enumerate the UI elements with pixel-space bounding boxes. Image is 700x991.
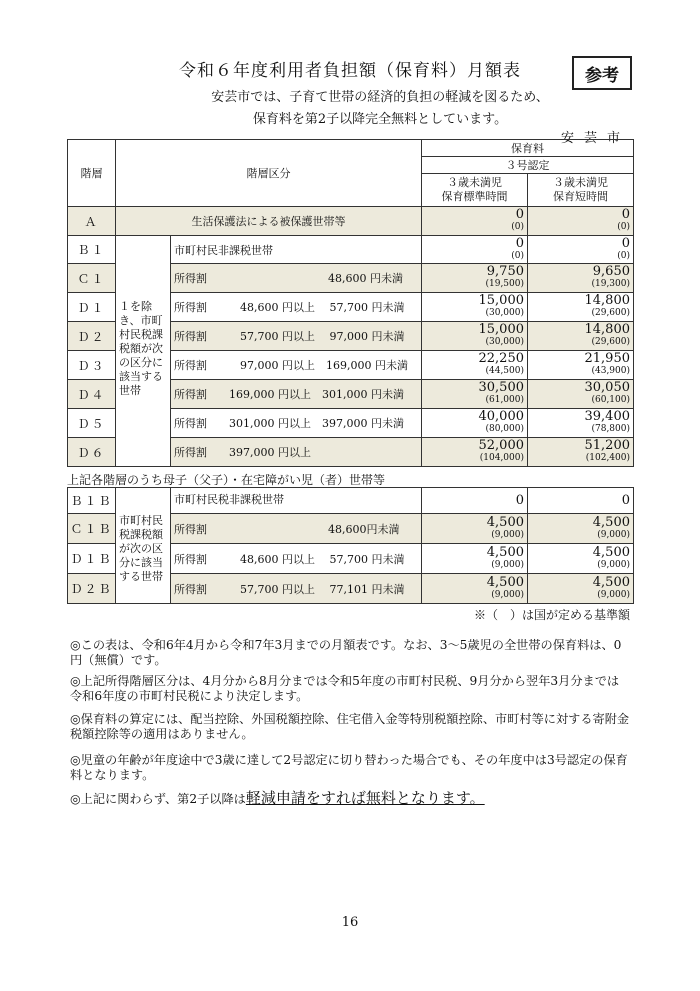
tier-description: 所得割 48,600 円以上 57,700 円未満 (171, 544, 422, 574)
header-cert: ３号認定 (422, 157, 634, 174)
note-3: ◎保育料の算定には、配当控除、外国税額控除、住宅借入金等特別税額控除、市町村等に対する寄附金税額控除等の適用はありません。 (70, 712, 630, 741)
fee-short-base: (9,000) (597, 529, 630, 540)
fee-short (528, 438, 634, 467)
fee-standard (422, 293, 528, 322)
fee-standard-amount: 4,500 (486, 544, 524, 560)
fee-short-amount: 30,050 (584, 380, 630, 395)
fee-short-base: (0) (617, 222, 630, 232)
fee-standard-amount: 22,250 (478, 351, 524, 366)
tier-description: 所得割 48,600 円未満 (171, 264, 422, 293)
fee-standard-amount: 4,500 (486, 574, 524, 590)
note-1: ◎この表は、令和6年4月から令和7年3月までの月額表です。なお、3～5歳児の全世帯の保育料は、0円（無償）です。 (70, 638, 622, 667)
header-fee: 保育料 (422, 140, 634, 157)
fee-short-base: (9,000) (597, 589, 630, 600)
note-2: ◎上記所得階層区分は、4月分から8月分までは令和5年度の市町村民税、9月分から翌年3月分までは令和6年度の市町村民税により決定します。 (70, 674, 620, 703)
fee-standard-amount: 52,000 (478, 438, 524, 453)
fee-short-amount: 0 (621, 207, 630, 222)
tier-description: 所得割 97,000 円以上 169,000 円未満 (171, 351, 422, 380)
fee-standard (422, 322, 528, 351)
tier-description: 生活保護法による被保護世帯等 (116, 207, 422, 236)
tier-description: 所得割 169,000 円以上 301,000 円未満 (171, 380, 422, 409)
fee-short-amount: 51,200 (584, 438, 630, 453)
fee-short-amount: 9,650 (592, 264, 630, 279)
fee-short-base: (43,900) (591, 366, 630, 376)
city-name: 安芸市 (560, 131, 630, 146)
fee-short-amount: 14,800 (584, 322, 630, 337)
fee-standard-base: (0) (511, 250, 524, 261)
note-5 (70, 791, 630, 807)
tier-label: Ｂ１ (68, 236, 116, 264)
fee-standard-amount: 0 (515, 492, 524, 508)
fee-short-amount: 14,800 (584, 293, 630, 308)
fee-standard-amount: 4,500 (486, 514, 524, 530)
fee-standard (422, 514, 528, 544)
tier-label: Ｄ２ (68, 322, 116, 351)
fee-standard-base: (9,000) (491, 589, 524, 600)
fee-standard-base: (9,000) (491, 529, 524, 540)
fee-standard (422, 488, 528, 514)
fee-standard-base: (104,000) (479, 453, 524, 463)
tier-label: Ｄ６ (68, 438, 116, 467)
fee-standard-base: (19,500) (485, 279, 524, 289)
subtitle-line-2: 保育料を第2子以降完全無料としています。 (252, 112, 508, 127)
tier-description: 所得割 397,000 円以上 (171, 438, 422, 467)
note-5-emphasis: 軽減申請をすれば無料となります。 (245, 789, 485, 807)
tier-label: Ａ (68, 207, 116, 236)
tier-description: 所得割 301,000 円以上 397,000 円未満 (171, 409, 422, 438)
tier-label: Ｄ３ (68, 351, 116, 380)
fee-standard (422, 438, 528, 467)
fee-short (528, 264, 634, 293)
fee-short-base: (29,600) (591, 308, 630, 318)
fee-short (528, 207, 634, 236)
tier-label: Ｄ１ (68, 293, 116, 322)
group-label-2: 市町村民税課税額が次の区分に該当する世帯 (119, 514, 163, 583)
header-short-line2: 保育短時間 (553, 190, 608, 203)
fee-short (528, 380, 634, 409)
fee-short (528, 514, 634, 544)
fee-short (528, 544, 634, 574)
tier-description: 市町村民税非課税世帯 (171, 488, 422, 514)
header-standard-line1: ３歳未満児 (447, 176, 502, 189)
fee-standard-base: (44,500) (485, 366, 524, 376)
fee-standard-base: (30,000) (485, 337, 524, 347)
fee-standard-base: (61,000) (485, 395, 524, 405)
reference-badge: 参考 (572, 56, 632, 90)
fee-short-base: (19,300) (591, 279, 630, 289)
fee-standard-amount: 9,750 (486, 264, 524, 279)
header-short (528, 174, 634, 207)
fee-standard (422, 380, 528, 409)
header-class: 階層区分 (116, 140, 422, 207)
tier-label: Ｃ１ (68, 264, 116, 293)
footnote: ※（ ）は国が定める基準額 (473, 608, 630, 622)
fee-standard (422, 207, 528, 236)
fee-short-base: (102,400) (585, 453, 630, 463)
tier-description: 所得割 48,600円未満 (171, 514, 422, 544)
fee-standard-base: (0) (511, 222, 524, 232)
tier-label: Ｃ１Ｂ (68, 514, 116, 544)
fee-short-base: (29,600) (591, 337, 630, 347)
tier-label: Ｂ１Ｂ (68, 488, 116, 514)
fee-short-amount: 39,400 (584, 409, 630, 424)
table-row (68, 236, 634, 264)
fee-standard (422, 351, 528, 380)
header-standard-line2: 保育標準時間 (441, 190, 508, 203)
fee-short-base: (0) (617, 250, 630, 261)
fee-standard (422, 236, 528, 264)
tier-label: Ｄ１Ｂ (68, 544, 116, 574)
tier-label: Ｄ４ (68, 380, 116, 409)
fee-short (528, 409, 634, 438)
tier-description: 所得割 48,600 円以上 57,700 円未満 (171, 293, 422, 322)
header-standard (422, 174, 528, 207)
fee-short-base: (60,100) (591, 395, 630, 405)
tier-label: Ｄ５ (68, 409, 116, 438)
fee-standard-amount: 15,000 (478, 322, 524, 337)
subtitle-line-1: 安芸市では、子育て世帯の経済的負担の軽減を図るため、 (211, 90, 549, 105)
fee-standard-base: (9,000) (491, 559, 524, 570)
fee-short (528, 574, 634, 604)
header-short-line1: ３歳未満児 (553, 176, 608, 189)
fee-short-amount: 4,500 (592, 514, 630, 530)
page-title: 令和６年度利用者負担額（保育料）月額表 (179, 61, 521, 81)
fee-standard-amount: 30,500 (478, 380, 524, 395)
fee-standard-amount: 0 (515, 207, 524, 222)
fee-standard-amount: 40,000 (478, 409, 524, 424)
section2-title: 上記各階層のうち母子（父子）・在宅障がい児（者）世帯等 (67, 473, 386, 487)
fee-standard (422, 574, 528, 604)
fee-standard (422, 544, 528, 574)
fee-standard (422, 264, 528, 293)
tier-description: 所得割 57,700 円以上 97,000 円未満 (171, 322, 422, 351)
tier-description: 市町村民非課税世帯 (171, 236, 422, 264)
table-row (68, 488, 634, 514)
fee-standard-base: (80,000) (485, 424, 524, 434)
fee-short-base: (9,000) (597, 559, 630, 570)
table-row (68, 207, 634, 236)
note-4: ◎児童の年齢が年度途中で3歳に達して2号認定に切り替わった場合でも、その年度中は3号認定の保育料となります。 (70, 753, 628, 782)
fee-short-amount: 21,950 (584, 351, 630, 366)
note-5-prefix: ◎上記に関わらず、第2子以降は (70, 792, 246, 806)
fee-short (528, 322, 634, 351)
header-tier: 階層 (68, 140, 116, 207)
page-number: 16 (341, 915, 359, 930)
fee-standard-amount: 15,000 (478, 293, 524, 308)
fee-short-amount: 0 (621, 235, 630, 251)
fee-short-base: (78,800) (591, 424, 630, 434)
fee-short-amount: 4,500 (592, 544, 630, 560)
fee-short (528, 488, 634, 514)
fee-short-amount: 0 (621, 492, 630, 508)
tier-description: 所得割 57,700 円以上 77,101 円未満 (171, 574, 422, 604)
fee-short (528, 293, 634, 322)
tier-label: Ｄ２Ｂ (68, 574, 116, 604)
fee-short (528, 351, 634, 380)
group-label-1: １を除き、市町村民税課税額が次の区分に該当する世帯 (119, 300, 163, 397)
fee-short-amount: 4,500 (592, 574, 630, 590)
fee-standard-base: (30,000) (485, 308, 524, 318)
fee-short (528, 236, 634, 264)
fee-standard (422, 409, 528, 438)
fee-standard-amount: 0 (515, 235, 524, 251)
